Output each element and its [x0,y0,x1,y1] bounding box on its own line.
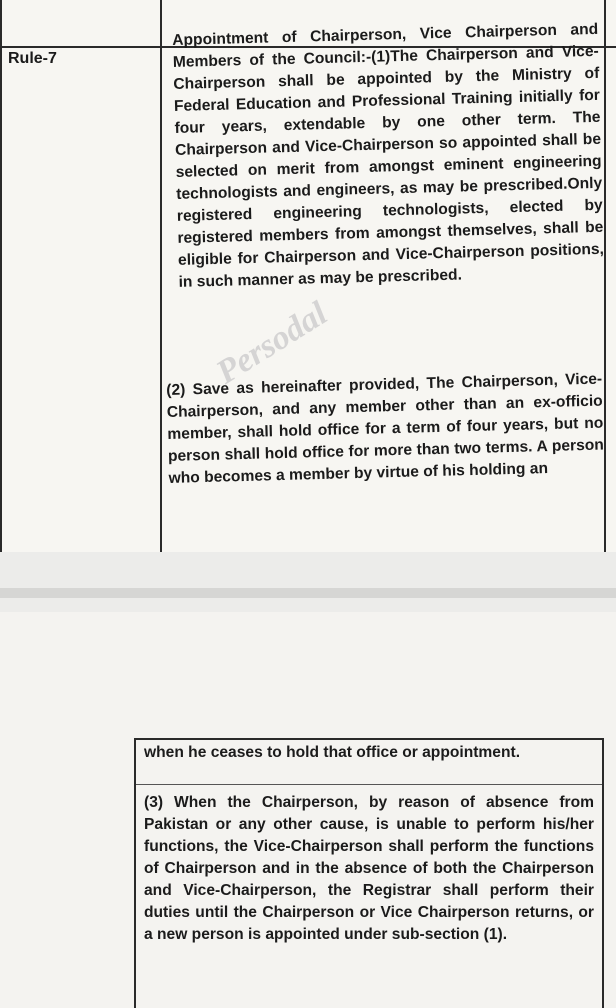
rule-7-subsection-1-text: Appointment of Chairperson, Vice Chairperson and Members of the Council:-(1)The Chairperson and Vice-Chairperson shall be appointed by the Ministry of Federal Education and Professional Training initially for four years, extendable by one other term. The Chairperson and Vice-Chairperson so appointed shall be selected on merit from amongst eminent engineering technologists and engineers, as may be prescribed.Only registered engineering technologists, elected by registered members from amongst themselves, shall be eligible for Chairperson and Vice-Chairperson positions, in such manner as may be prescribed. [172,20,605,291]
paragraph-divider [134,784,604,785]
table-border-right [602,738,604,1008]
table-border-left [0,0,2,552]
rule-7-subsection-3-text: (3) When the Chairperson, by reason of absence from Pakistan or any other cause, is unable to perform his/her functions, the Vice-Chairperson shall perform the functions of Chairperson and in the absence of both the Chairperson and Vice-Chairperson, the Registrar shall perform their duties until the Chairperson or Vice Chairperson returns, or a new person is appointed under sub-section (1). [144,794,594,943]
table-row-border [134,738,604,740]
table-column-divider [160,0,162,552]
watermark-stamp: Persodal [210,294,334,392]
rule-label: Rule-7 [8,50,57,67]
page-gap [0,552,616,612]
rule-7-subsection-2-text: (2) Save as hereinafter provided, The Chairperson, Vice-Chairperson, and any member other than an ex-officio member, shall hold office for a term of four years, but no person shall hold office for more than two terms. A person who becomes a member by virtue of his holding an [166,370,605,487]
table-column-divider [134,738,136,1008]
page-separator [0,588,616,598]
document-page-bottom [0,612,616,1008]
rule-7-subsection-2-continuation: when he ceases to hold that office or appointment. [144,744,521,761]
